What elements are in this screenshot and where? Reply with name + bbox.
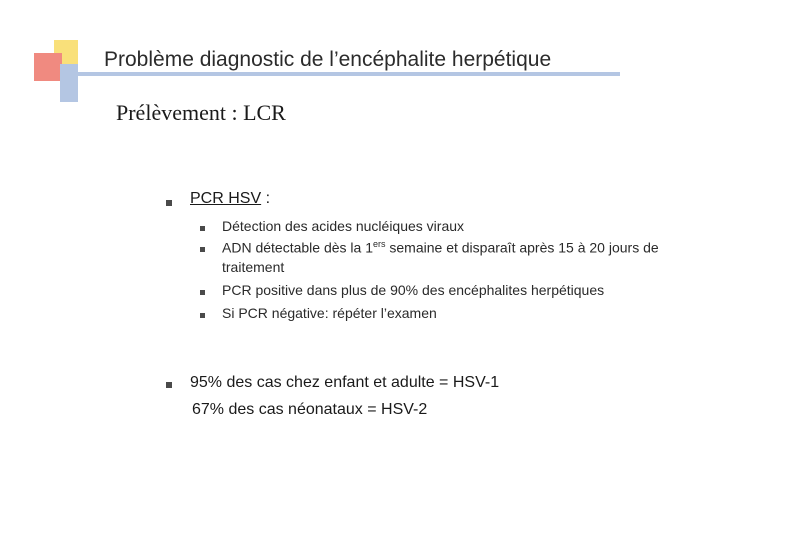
section2-line2: 67% des cas néonataux = HSV-2 (192, 401, 428, 418)
section2-line1: 95% des cas chez enfant et adulte = HSV-1 (190, 374, 500, 391)
title-underline-rule (66, 72, 620, 76)
list-item-text: semaine et disparaît après 15 à 20 jours de (385, 239, 659, 256)
superscript: ers (372, 239, 386, 249)
section1-heading-suffix: : (261, 190, 271, 207)
list-item: PCR positive dans plus de 90% des encéphalites herpétiques (222, 282, 605, 298)
blue-bar-icon (60, 64, 78, 102)
bullet-square-icon (200, 313, 205, 318)
slide-title: Problème diagnostic de l’encéphalite herpétique (104, 48, 552, 71)
slide-subtitle: Prélèvement : LCR (116, 100, 286, 125)
bullet-square-icon (200, 247, 205, 252)
bullet-square-icon (200, 226, 205, 231)
red-square-icon (34, 53, 62, 81)
bullet-square-icon (200, 290, 205, 295)
list-item: Si PCR négative: répéter l’examen (222, 305, 437, 321)
list-item: Détection des acides nucléiques viraux (222, 218, 465, 234)
bullet-square-icon (166, 382, 172, 388)
section1-heading (190, 190, 270, 208)
list-item-continuation: traitement (222, 259, 285, 275)
list-item-text: ADN détectable dès la 1 (222, 239, 373, 256)
bullet-square-icon (166, 200, 172, 206)
pcr-hsv-link[interactable]: PCR HSV (190, 190, 262, 207)
list-item (222, 239, 659, 256)
